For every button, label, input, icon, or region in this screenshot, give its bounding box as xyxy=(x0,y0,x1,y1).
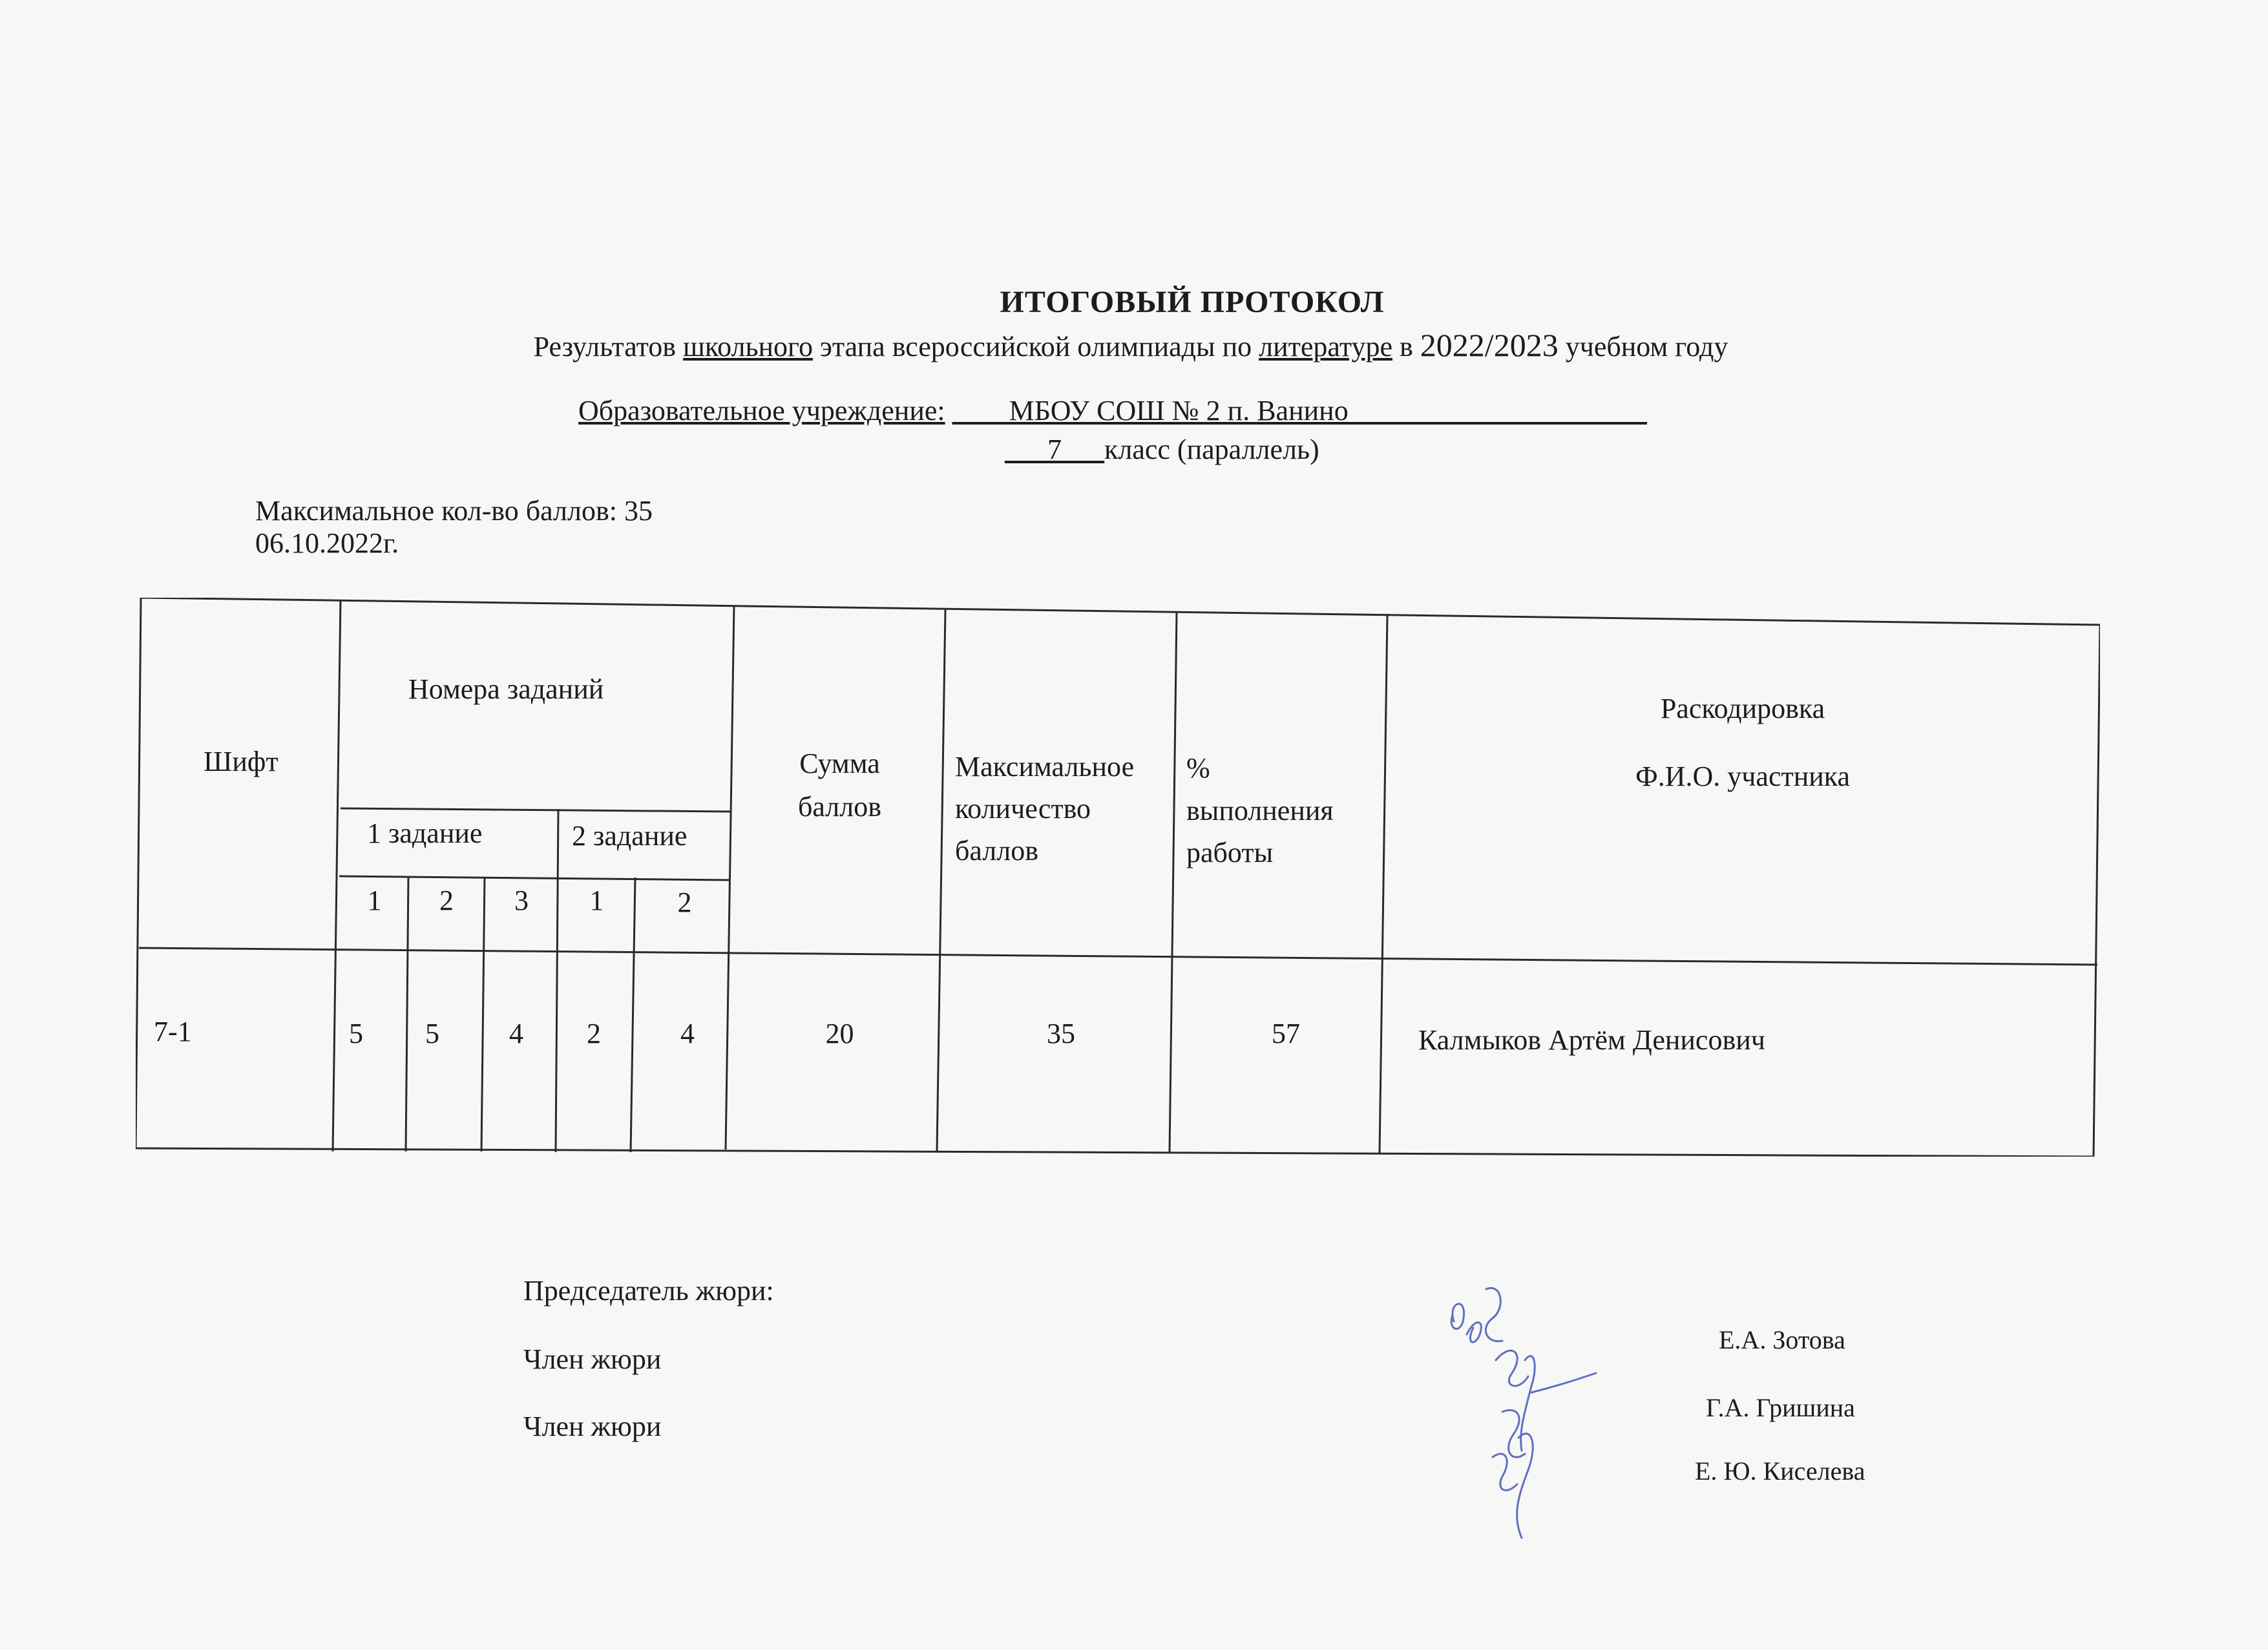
subtitle-year: 2022/2023 xyxy=(1420,327,1559,363)
member-2-name: Е. Ю. Киселева xyxy=(1695,1456,1865,1486)
protocol-date: 06.10.2022г. xyxy=(255,527,399,559)
results-table xyxy=(136,598,2100,1157)
row-max: 35 xyxy=(1047,1018,1075,1049)
subtitle-subject: литературе xyxy=(1259,331,1393,362)
subtitle-text-1: Результатов xyxy=(533,331,684,362)
header-task-1: 1 задание xyxy=(367,817,483,849)
row-score-2: 5 xyxy=(425,1018,439,1049)
header-decode-line-2: Ф.И.О. участника xyxy=(1635,761,1851,792)
grade-suffix: класс (параллель) xyxy=(1104,434,1319,465)
header-sum-line-1: Сумма xyxy=(799,748,880,779)
header-decode-line-1: Раскодировка xyxy=(1660,693,1825,724)
handwritten-signatures xyxy=(1441,1283,1615,1544)
grade-value: ___7___ xyxy=(1005,434,1104,465)
header-cipher: Шифт xyxy=(204,746,278,777)
header-sub-1: 1 xyxy=(367,885,382,916)
header-sub-4: 1 xyxy=(589,885,604,916)
header-sub-2: 2 xyxy=(439,885,454,916)
row-cipher: 7-1 xyxy=(154,1016,192,1047)
organization-value: ____МБОУ СОШ № 2 п. Ванино_____________________ xyxy=(952,395,1647,426)
subtitle-text-2: этапа всероссийской олимпиады по xyxy=(813,331,1259,362)
row-score-5: 4 xyxy=(680,1018,695,1049)
header-sum-line-2: баллов xyxy=(798,791,881,823)
document-subtitle xyxy=(0,326,2262,364)
header-task-numbers: Номера заданий xyxy=(408,673,604,705)
row-score-3: 4 xyxy=(509,1018,523,1049)
header-max-line-1: Максимальное xyxy=(955,751,1135,782)
member-2-label: Член жюри xyxy=(523,1411,662,1442)
member-1-label: Член жюри xyxy=(523,1343,662,1375)
header-max-line-3: баллов xyxy=(955,835,1038,867)
header-sub-5: 2 xyxy=(677,887,692,918)
header-max-line-2: количество xyxy=(955,793,1091,824)
header-percent-line-2: выполнения xyxy=(1186,795,1334,826)
header-sub-3: 3 xyxy=(514,885,529,916)
row-participant-name: Калмыков Артём Денисович xyxy=(1418,1024,1765,1056)
row-score-1: 5 xyxy=(349,1018,363,1049)
row-sum: 20 xyxy=(825,1018,854,1049)
chair-name: Е.А. Зотова xyxy=(1719,1325,1845,1354)
header-task-2: 2 задание xyxy=(572,820,688,852)
member-1-name: Г.А. Гришина xyxy=(1706,1393,1855,1422)
row-score-4: 2 xyxy=(587,1018,601,1049)
organization-label: Образовательное учреждение: xyxy=(578,395,945,426)
grade-line xyxy=(1005,433,1319,466)
max-points-text: Максимальное кол-во баллов: 35 xyxy=(255,495,653,527)
row-percent: 57 xyxy=(1272,1018,1300,1049)
subtitle-text-4: учебном году xyxy=(1558,331,1728,362)
organization-line xyxy=(578,394,1647,427)
header-percent-line-3: работы xyxy=(1186,837,1274,868)
chair-label: Председатель жюри: xyxy=(523,1275,774,1307)
subtitle-stage: школьного xyxy=(683,331,814,362)
header-percent-line-1: % xyxy=(1186,752,1210,784)
subtitle-text-3: в xyxy=(1392,331,1420,362)
document-title: ИТОГОВЫЙ ПРОТОКОЛ xyxy=(1000,285,1385,319)
